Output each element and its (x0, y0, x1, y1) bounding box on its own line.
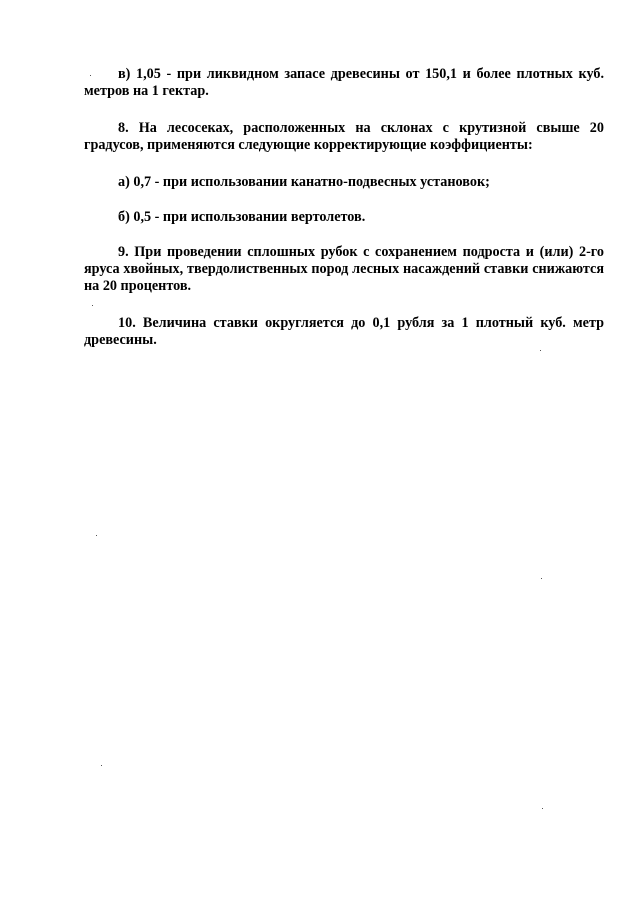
paragraph-item-10: 10. Величина ставки округляется до 0,1 рубля за 1 плотный куб. метр древесины. (84, 315, 604, 348)
document-body (84, 66, 604, 349)
scan-speck (540, 350, 541, 351)
paragraph-item-8: 8. На лесосеках, расположенных на склонах с крутизной свыше 20 градусов, применяются следующие корректирующие коэффициенты: (84, 120, 604, 153)
scan-speck (101, 765, 102, 766)
paragraph-coefficient-b: б) 0,5 - при использовании вертолетов. (118, 209, 366, 225)
paragraph-coefficient-a: а) 0,7 - при использовании канатно-подвесных установок; (118, 174, 490, 190)
scan-speck (542, 808, 543, 809)
paragraph-coefficient-v: в) 1,05 - при ликвидном запасе древесины от 150,1 и более плотных куб. метров на 1 гектар. (84, 66, 604, 99)
scan-speck (541, 578, 542, 579)
scan-speck (90, 75, 91, 76)
paragraph-item-9: 9. При проведении сплошных рубок с сохранением подроста и (или) 2-го яруса хвойных, твердолиственных пород лесных насаждений ставки снижаются на 20 процентов. (84, 244, 604, 294)
scan-speck (92, 305, 93, 306)
scan-speck (96, 535, 97, 536)
